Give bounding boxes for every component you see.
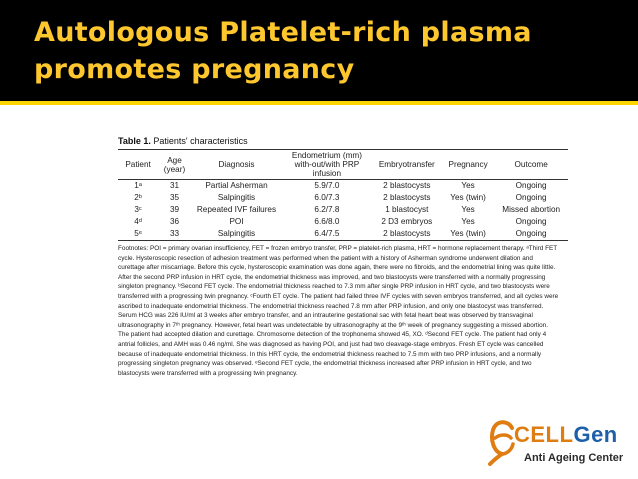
table-row bbox=[118, 216, 568, 228]
cell-diagnosis: Salpingitis bbox=[191, 228, 282, 241]
col-diagnosis: Diagnosis bbox=[191, 150, 282, 180]
table-body bbox=[118, 180, 568, 241]
cell-outcome: Missed abortion bbox=[502, 205, 561, 214]
cell-pregnancy: Yes bbox=[461, 217, 475, 226]
table-row bbox=[118, 228, 568, 241]
logo-gen-text: Gen bbox=[573, 422, 618, 447]
col-age: Age (year) bbox=[158, 150, 191, 180]
cell-pregnancy: Yes bbox=[461, 205, 475, 214]
table-caption-prefix: Table 1. bbox=[118, 136, 151, 146]
cell-outcome: Ongoing bbox=[515, 181, 547, 190]
cell-patient: 5ᵉ bbox=[118, 228, 158, 241]
cell-endometrium: 6.0/7.3 bbox=[314, 193, 340, 202]
logo-wordmark bbox=[514, 422, 618, 448]
col-pregnancy: Pregnancy bbox=[442, 150, 494, 180]
cell-age: 36 bbox=[169, 217, 180, 226]
cell-pregnancy: Yes (twin) bbox=[442, 228, 494, 241]
logo-subtitle: Anti Ageing Center bbox=[524, 452, 624, 464]
cell-endometrium: 5.9/7.0 bbox=[314, 181, 340, 190]
cell-pregnancy: Yes (twin) bbox=[450, 193, 486, 202]
cell-diagnosis: Salpingitis bbox=[217, 193, 256, 202]
leaf-e-icon bbox=[486, 416, 516, 466]
table-row bbox=[118, 180, 568, 193]
col-endometrium: Endometrium (mm) with-out/with PRP infusion bbox=[282, 150, 372, 180]
cell-outcome: Ongoing bbox=[515, 217, 547, 226]
cellgen-logo bbox=[486, 416, 632, 474]
header-row bbox=[118, 150, 568, 180]
cell-patient: 2ᵇ bbox=[134, 193, 142, 202]
table-row bbox=[118, 192, 568, 204]
cell-diagnosis: Partial Asherman bbox=[205, 181, 268, 190]
cell-embryotransfer: 2 blastocysts bbox=[372, 228, 442, 241]
cell-endometrium: 6.4/7.5 bbox=[282, 228, 372, 241]
cell-diagnosis: Repeated IVF failures bbox=[196, 205, 277, 214]
accent-bar bbox=[0, 101, 638, 105]
cell-embryotransfer: 2 blastocysts bbox=[383, 181, 431, 190]
patients-table bbox=[118, 149, 568, 241]
table-row bbox=[118, 204, 568, 216]
cell-age: 39 bbox=[169, 205, 180, 214]
logo-cell-text: CELL bbox=[514, 422, 574, 447]
table-caption-text: Patients' characteristics bbox=[153, 136, 248, 146]
table-caption bbox=[118, 136, 568, 146]
slide-title: Autologous Platelet-rich plasma promotes pregnancy bbox=[34, 17, 532, 85]
col-embryotransfer: Embryotransfer bbox=[372, 150, 442, 180]
cell-embryotransfer: 1 blastocyst bbox=[385, 205, 429, 214]
col-patient: Patient bbox=[118, 150, 158, 180]
cell-age: 33 bbox=[158, 228, 191, 241]
table-header bbox=[118, 150, 568, 180]
cell-age: 31 bbox=[169, 181, 180, 190]
cell-outcome: Ongoing bbox=[515, 193, 547, 202]
cell-endometrium: 6.2/7.8 bbox=[314, 205, 340, 214]
cell-diagnosis: POI bbox=[229, 217, 244, 226]
table-footnotes: Footnotes: POI = primary ovarian insufficiency, FET = frozen embryo transfer, PRP = platelet-rich plasma, HRT = hormone replacement therapy. ᵃThird FET cycle. Hysteroscopic resection of adhesion treatment was performed when the patient with a history of Asherman syndrome underwent dilation and curettage after miscarriage. Before this cycle, hysteroscopic examination was done again, there were no fibroids, and the endometrial lining was quite little. After the second PRP infusion in HRT cycle, the endometrial thickness was improved, and two blastocysts were transferred with a normally progressing singleton pregnancy. ᵇSecond FET cycle. The endometrial thickness reached to 7.3 mm after single PRP infusion in HRT cycle, and two blastocysts were transferred with a progressing twin pregnancy. ᶜFourth ET cycle. The patient had failed three IVF cycles with seven embryos transferred, and all cycles were ascribed to inadequate endometrial thickness. The endometrial thickness reached 7.8 mm after PRP infusion, and only one blastocyst was transferred. Serum HCG was 226 IU/ml at 3 weeks after embryo transfer, and an intrauterine gestational sac with fetal heart beat was observed by transvaginal ultrasonography in 7ᵗʰ pregnancy. However, fetal heart was undetectable by ultrasonography at the 9ᵗʰ week of pregnancy suggesting a missed abortion. The patient had accepted dilation and curettage. Chromosome detection of the trophonema showed 45, XO. ᵈSecond FET cycle. The patient had only 4 antrial follicles, and AMH was 0.46 ng/ml. She was diagnosed as having POI, and just had two cleavage-stage embryos. Fresh ET cycle was cancelled because of inadequate endometrial thickness. In this HRT cycle, the endometrial thickness reached to 7.5 mm with two PRP infusions, and a normally progressing singleton pregnancy was observed. ᵉSecond FET cycle, the endometrial thickness increased after PRP infusion in HRT cycle, and two blastocysts were transferred with a progressing twin pregnancy. bbox=[118, 245, 559, 377]
cell-pregnancy: Yes bbox=[461, 181, 475, 190]
cell-age: 35 bbox=[169, 193, 180, 202]
cell-patient: 4ᵈ bbox=[134, 217, 142, 226]
cell-outcome: Ongoing bbox=[494, 228, 568, 241]
cell-embryotransfer: 2 D3 embryos bbox=[381, 217, 433, 226]
table-figure bbox=[118, 136, 568, 378]
cell-embryotransfer: 2 blastocysts bbox=[383, 193, 431, 202]
cell-endometrium: 6.6/8.0 bbox=[314, 217, 340, 226]
cell-patient: 3ᶜ bbox=[134, 205, 142, 214]
col-outcome: Outcome bbox=[494, 150, 568, 180]
cell-patient: 1ᵃ bbox=[134, 181, 142, 190]
